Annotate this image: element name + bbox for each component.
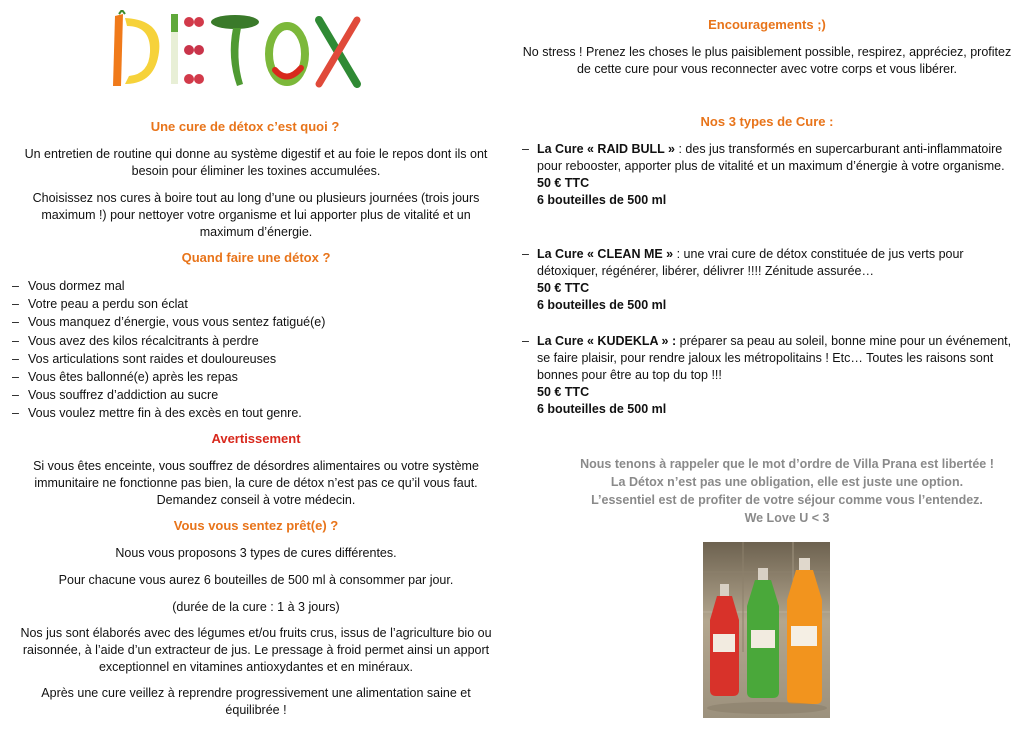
cure-quantity: 6 bouteilles de 500 ml [537, 193, 667, 207]
section-title-warning: Avertissement [211, 431, 301, 446]
cure-name: La Cure « RAID BULL » [537, 142, 675, 156]
cure-quantity: 6 bouteilles de 500 ml [537, 402, 667, 416]
cure-description: : des jus transformés en supercarburant anti-inflammatoire pour rebooster, apporter plus de vitalité et un maximum d’énergie à votre organisme. [537, 142, 1005, 173]
cure-name: La Cure « CLEAN ME » [537, 247, 674, 261]
list-item: – Vous avez des kilos récalcitrants à perdre [10, 332, 502, 350]
section-title-cures: Nos 3 types de Cure : [700, 114, 834, 129]
section-title-when: Quand faire une détox ? [181, 250, 331, 265]
what-paragraph-2: Choisissez nos cures à boire tout au long d’une ou plusieurs journées (trois jours maximum !) pour nettoyer votre organisme et lui apporter plus de vitalité et un maximum d’énergie. [32, 191, 480, 239]
list-item: – Vous souffrez d’addiction au sucre [10, 386, 502, 404]
cure-dash: – [522, 334, 529, 348]
ready-paragraph-1: Nous vous proposons 3 types de cures différentes. [115, 546, 397, 560]
closing-line: La Détox n’est pas une obligation, elle est juste une option. [610, 475, 964, 489]
juice-bottles-photo [703, 542, 830, 718]
detox-vegetable-logo [105, 10, 367, 90]
ready-paragraph-2: Pour chacune vous aurez 6 bouteilles de 500 ml à consommer par jour. [58, 573, 454, 587]
encouragements-paragraph: No stress ! Prenez les choses le plus paisiblement possible, respirez, appréciez, profitez de cette cure pour vous reconnecter avec votre corps et vous libérer. [522, 45, 1012, 76]
warning-paragraph: Si vous êtes enceinte, vous souffrez de désordres alimentaires ou votre système immunitaire ne fonctionne pas bien, la cure de détox n’est pas ce qu’il vous faut. Demandez conseil à votre médecin. [33, 459, 479, 507]
cure-name: La Cure « KUDEKLA » : [537, 334, 677, 348]
cure-description: préparer sa peau au soleil, bonne mine pour un événement, se faire plaisir, pour rendre jaloux les métropolitains ! Etc… Toutes les raisons sont bonnes pour être au top du top !!! [537, 334, 1012, 382]
list-item: – Votre peau a perdu son éclat [10, 295, 502, 313]
cure-price: 50 € TTC [537, 385, 590, 399]
list-item: – Vos articulations sont raides et douloureuses [10, 350, 502, 368]
section-title-encouragements: Encouragements ;) [708, 17, 826, 32]
when-list [10, 277, 502, 423]
cure-description: : une vrai cure de détox constituée de jus verts pour détoxiquer, régénérer, libérer, délivrer !!!! Zénitude assurée… [537, 247, 964, 278]
cure-dash: – [522, 142, 529, 156]
what-paragraph-1: Un entretien de routine qui donne au système digestif et au foie le repos dont ils ont besoin pour éliminer les toxines accumulées. [24, 147, 488, 178]
list-item: – Vous dormez mal [10, 277, 502, 295]
ready-paragraph-4: Nos jus sont élaborés avec des légumes et/ou fruits crus, issus de l’agriculture bio ou raisonnée, à l’aide d’un extracteur de jus. Le pressage à froid permet ainsi un apport exceptionnel en vitamines antioxydantes et en minéraux. [20, 626, 492, 674]
section-title-what: Une cure de détox c’est quoi ? [150, 119, 340, 134]
closing-line: We Love U < 3 [744, 511, 830, 525]
closing-line: L’essentiel est de profiter de votre séjour comme vous l’entendez. [591, 493, 983, 507]
cure-clean-me [522, 246, 1024, 314]
cure-dash: – [522, 247, 529, 261]
ready-paragraph-5: Après une cure veillez à reprendre progressivement une alimentation saine et équilibrée ! [41, 686, 471, 717]
cure-quantity: 6 bouteilles de 500 ml [537, 298, 667, 312]
cure-raid-bull [522, 141, 1024, 209]
cure-price: 50 € TTC [537, 281, 590, 295]
ready-paragraph-3: (durée de la cure : 1 à 3 jours) [172, 600, 340, 614]
closing-message [522, 455, 1024, 527]
list-item: – Vous êtes ballonné(e) après les repas [10, 368, 502, 386]
cure-kudekla [522, 333, 1024, 418]
list-item: – Vous manquez d’énergie, vous vous sentez fatigué(e) [10, 313, 502, 331]
cure-price: 50 € TTC [537, 176, 590, 190]
closing-line: Nous tenons à rappeler que le mot d’ordre de Villa Prana est libertée ! [580, 457, 994, 471]
section-title-ready: Vous vous sentez prêt(e) ? [173, 518, 339, 533]
list-item: – Vous voulez mettre fin à des excès en tout genre. [10, 404, 502, 422]
